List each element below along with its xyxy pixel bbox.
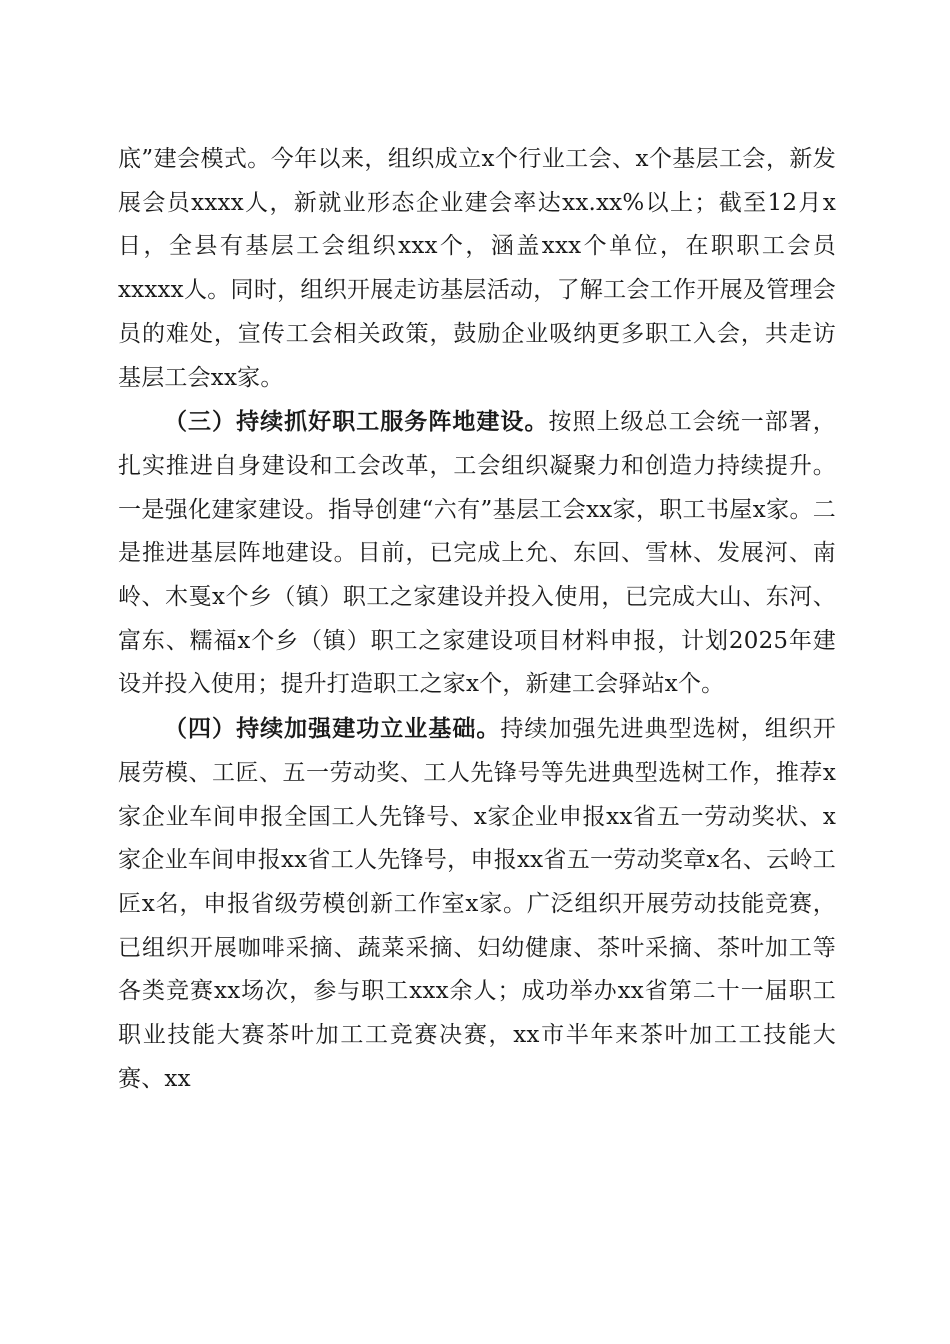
document-body (118, 138, 836, 1101)
paragraph-continuation (118, 138, 836, 400)
section-three-text: 按照上级总工会统一部署，扎实推进自身建设和工会改革，工会组织凝聚力和创造力持续提升。一是强化建家建设。指导创建“六有”基层工会xx家，职工书屋x家。二是推进基层阵地建设。目前，已完成上允、东回、雪林、发展河、南岭、木戛x个乡（镇）职工之家建设并投入使用，已完成大山、东河、富东、糯福x个乡（镇）职工之家建设项目材料申报，计划2025年建设并投入使用；提升打造职工之家x个，新建工会驿站x个。 (118, 409, 836, 698)
section-four-paragraph (118, 707, 836, 1101)
section-three-paragraph (118, 400, 836, 707)
paragraph-text: 底”建会模式。今年以来，组织成立x个行业工会、x个基层工会，新发展会员xxxx人，新就业形态企业建会率达xx.xx%以上；截至12月x日，全县有基层工会组织xxx个，涵盖xxx个单位，在职职工会员xxxxx人。同时，组织开展走访基层活动，了解工会工作开展及管理会员的难处，宣传工会相关政策，鼓励企业吸纳更多职工入会，共走访基层工会xx家。 (118, 146, 836, 391)
section-four-text: 持续加强先进典型选树，组织开展劳模、工匠、五一劳动奖、工人先锋号等先进典型选树工作，推荐x家企业车间申报全国工人先锋号、x家企业申报xx省五一劳动奖状、x家企业车间申报xx省工人先锋号，申报xx省五一劳动奖章x名、云岭工匠x名，申报省级劳模创新工作室x家。广泛组织开展劳动技能竞赛，已组织开展咖啡采摘、蔬菜采摘、妇幼健康、茶叶采摘、茶叶加工等各类竞赛xx场次，参与职工xxx余人；成功举办xx省第二十一届职工职业技能大赛茶叶加工工竞赛决赛，xx市半年来茶叶加工工技能大赛、xx (118, 716, 836, 1092)
section-four-heading: （四）持续加强建功立业基础。 (164, 715, 501, 743)
section-three-heading: （三）持续抓好职工服务阵地建设。 (164, 408, 549, 436)
